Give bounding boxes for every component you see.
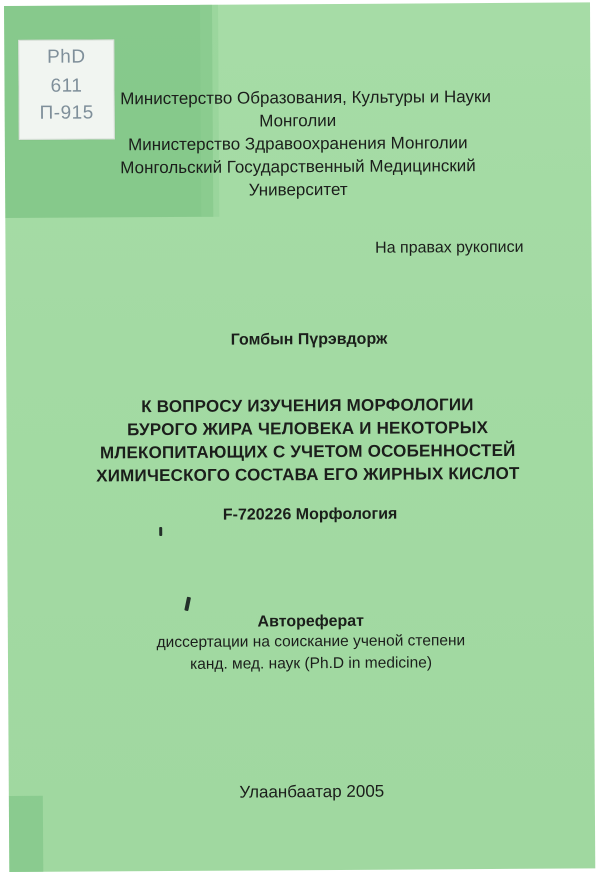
institution-line-4: Монгольский Государственный Медицинский <box>120 156 476 178</box>
document-cover <box>4 2 595 872</box>
institution-line-5: Университет <box>248 179 348 200</box>
rights-note: На правах рукописи <box>375 238 524 257</box>
institution-line-1: Министерство Образования, Культуры и Науки <box>120 87 492 109</box>
specialty-code: F-720226 Морфология <box>222 505 398 524</box>
label-line-1: PhD <box>47 46 86 68</box>
author-name: Гомбын Пүрэвдорж <box>230 330 388 349</box>
institution-line-3: Министерство Здравоохранения Монголии <box>127 133 468 155</box>
abstract-heading: Автореферат <box>257 612 365 631</box>
title-line-4: ХИМИЧЕСКОГО СОСТАВА ЕГО ЖИРНЫХ КИСЛОТ <box>96 463 520 486</box>
label-line-2: 611 <box>50 75 83 97</box>
abstract-line-2: канд. мед. наук (Ph.D in medicine) <box>190 654 433 673</box>
abstract-line-1: диссертации на соискание ученой степени <box>156 632 466 652</box>
place-year: Улаанбаатар 2005 <box>239 781 385 802</box>
tape-strip-bottom <box>9 796 43 872</box>
scan-speck <box>159 527 162 536</box>
title-line-1: К ВОПРОСУ ИЗУЧЕНИЯ МОРФОЛОГИИ <box>141 395 474 417</box>
title-line-2: БУРОГО ЖИРА ЧЕЛОВЕКА И НЕКОТОРЫХ <box>127 418 489 440</box>
title-line-3: МЛЕКОПИТАЮЩИХ С УЧЕТОМ ОСОБЕННОСТЕЙ <box>99 440 516 463</box>
scan-speck <box>184 597 191 612</box>
institution-line-2: Монголии <box>259 110 337 131</box>
label-line-3: П-915 <box>39 102 94 124</box>
